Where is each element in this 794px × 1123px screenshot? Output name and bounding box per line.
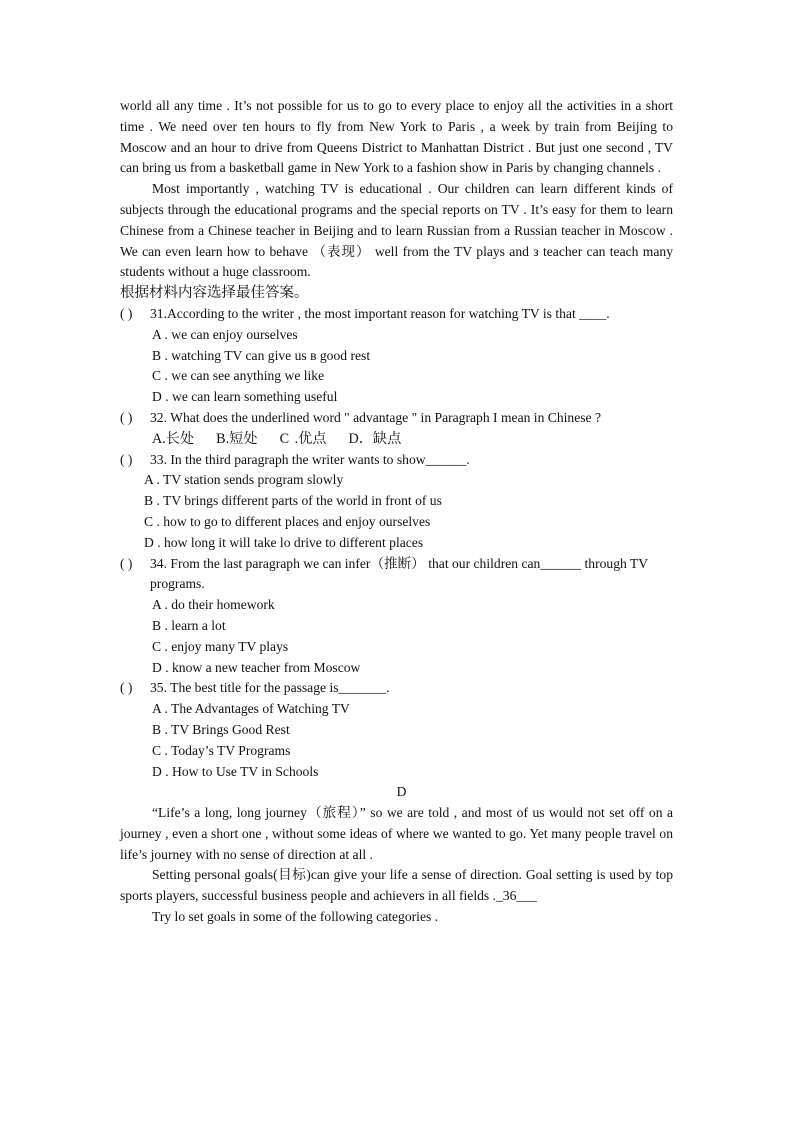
question-stem: 35. The best title for the passage is_______. <box>150 680 390 696</box>
question-stem: 32. What does the underlined word " advantage " in Paragraph I mean in Chinese ? <box>150 409 601 425</box>
answer-paren[interactable]: ( ) <box>120 451 133 467</box>
option-a: A.长处 <box>152 430 195 447</box>
question-31 <box>120 304 673 408</box>
option-b: B . learn a lot <box>152 617 226 633</box>
question-33 <box>120 450 673 554</box>
option-d: D . know a new teacher from Moscow <box>152 659 361 675</box>
answer-paren[interactable]: ( ) <box>120 555 133 571</box>
option-d: D．缺点 <box>348 430 402 447</box>
option-d: D . How to Use TV in Schools <box>152 763 319 779</box>
option-a: A . do their homework <box>152 597 275 613</box>
answer-paren[interactable]: ( ) <box>120 680 133 696</box>
option-b: B . TV brings different parts of the world in front of us <box>144 493 442 509</box>
option-b: B . TV Brings Good Rest <box>152 721 290 737</box>
option-d: D . we can learn something useful <box>152 389 338 405</box>
question-instruction: 根据材料内容选择最佳答案。 <box>120 285 309 302</box>
answer-paren[interactable]: ( ) <box>120 305 133 321</box>
question-35 <box>120 678 673 782</box>
option-a: A . TV station sends program slowly <box>144 472 344 488</box>
option-c: C .优点 <box>279 430 327 447</box>
section-d-paragraph-2: Setting personal goals(目标)can give your life a sense of direction. Goal setting is used by top sports players, successful business people and achievers in all fields ._36___ <box>120 867 673 904</box>
inline-options <box>120 429 673 450</box>
option-c: C . we can see anything we like <box>152 368 325 384</box>
answer-paren[interactable]: ( ) <box>120 409 133 425</box>
option-c: C . enjoy many TV plays <box>152 638 289 654</box>
passage-c-paragraph-continued: world all any time . It’s not possible for us to go to every place to enjoy all the activities in a short time . We need over ten hours to fly from New York to Paris , a week by train from Beijing to Moscow and an hour to drive from Queens District to Manhattan District . But just one second , TV can bring us from a basketball game in New York to a fashion show in Paris by changing channels . <box>120 98 673 176</box>
option-b: B . watching TV can give us в good rest <box>152 347 371 363</box>
option-d: D . how long it will take lo drive to different places <box>144 534 424 550</box>
option-c: C . Today’s TV Programs <box>152 742 291 758</box>
section-d-paragraph-3: Try lo set goals in some of the following categories . <box>152 909 439 925</box>
section-d-heading: D <box>396 784 407 800</box>
option-b: B.短处 <box>216 430 258 447</box>
question-32 <box>120 408 673 450</box>
section-d-paragraph-1: “Life’s a long, long journey（旅程）” so we are told , and most of us would not set off on a journey , even a short one , without some ideas of where we wanted to go. Yet many people travel on life’s journey with no sense of direction at all . <box>120 805 673 862</box>
question-stem: 34. From the last paragraph we can infer（推断） that our children can______ through TV programs. <box>150 555 648 592</box>
question-stem: 33. In the third paragraph the writer wants to show______. <box>150 451 470 467</box>
option-a: A . The Advantages of Watching TV <box>152 701 350 717</box>
option-a: A . we can enjoy ourselves <box>152 326 298 342</box>
question-stem: 31.According to the writer , the most important reason for watching TV is that ____. <box>150 305 610 321</box>
option-c: C . how to go to different places and enjoy ourselves <box>144 513 431 529</box>
question-34 <box>120 554 673 679</box>
worksheet-content <box>120 96 673 928</box>
passage-c-paragraph-last: Most importantly , watching TV is educational . Our children can learn different kinds of subjects through the educational programs and the special reports on TV . It’s easy for them to learn Chinese from a Chinese teacher in Beijing and to learn Russian from a Russian teacher in Moscow . We can even learn how to behave （表现） well from the TV plays and з teacher can teach many students without a huge classroom. <box>120 181 673 280</box>
